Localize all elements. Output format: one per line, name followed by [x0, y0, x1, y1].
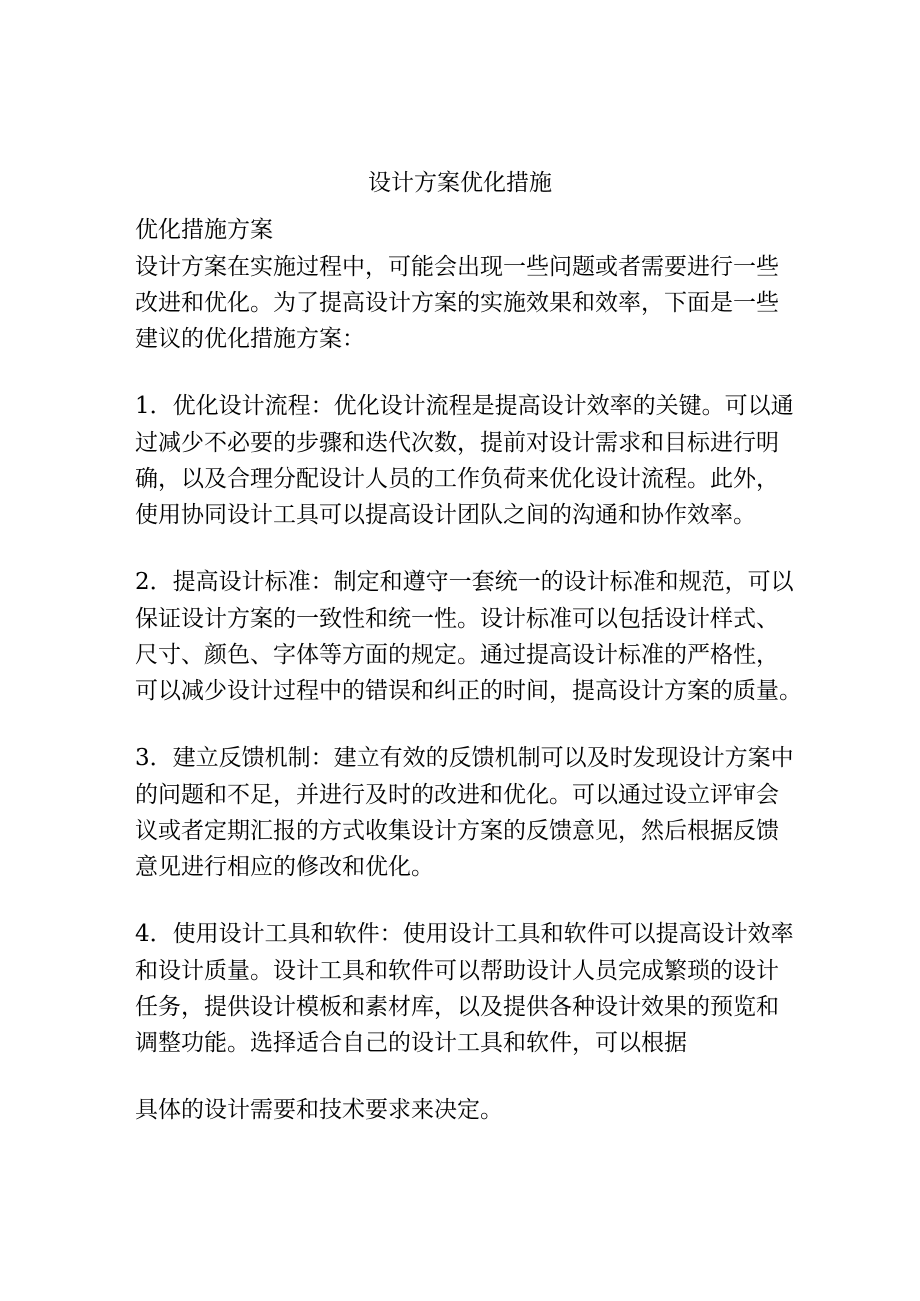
item-3-line-1: 3．建立反馈机制：建立有效的反馈机制可以及时发现设计方案中: [135, 745, 794, 771]
document-title: 设计方案优化措施: [368, 170, 552, 196]
item-1-line-1: 1．优化设计流程：优化设计流程是提高设计效率的关键。可以通: [135, 393, 794, 419]
section-heading: 优化措施方案: [135, 217, 273, 243]
item-2-line-2: 保证设计方案的一致性和统一性。设计标准可以包括设计样式、: [135, 606, 779, 632]
item-2-line-1: 2．提高设计标准：制定和遵守一套统一的设计标准和规范，可以: [135, 569, 794, 595]
item-4-line-1: 4．使用设计工具和软件：使用设计工具和软件可以提高设计效率: [135, 921, 794, 947]
intro-line-2: 改进和优化。为了提高设计方案的实施效果和效率，下面是一些: [135, 290, 779, 316]
item-4-line-4: 调整功能。选择适合自己的设计工具和软件，可以根据: [135, 1030, 687, 1056]
item-1-line-2: 过减少不必要的步骤和迭代次数，提前对设计需求和目标进行明: [135, 430, 779, 456]
intro-line-1: 设计方案在实施过程中，可能会出现一些问题或者需要进行一些: [135, 254, 779, 280]
item-3-line-3: 议或者定期汇报的方式收集设计方案的反馈意见，然后根据反馈: [135, 818, 779, 844]
item-1-line-4: 使用协同设计工具可以提高设计团队之间的沟通和协作效率。: [135, 502, 756, 528]
item-3-line-2: 的问题和不足，并进行及时的改进和优化。可以通过设立评审会: [135, 782, 779, 808]
item-1-line-3: 确，以及合理分配设计人员的工作负荷来优化设计流程。此外，: [135, 466, 779, 492]
item-2-line-3: 尺寸、颜色、字体等方面的规定。通过提高设计标准的严格性，: [135, 642, 779, 668]
item-4-line-3: 任务，提供设计模板和素材库，以及提供各种设计效果的预览和: [135, 994, 779, 1020]
closing-line: 具体的设计需要和技术要求来决定。: [135, 1097, 503, 1123]
item-4-line-2: 和设计质量。设计工具和软件可以帮助设计人员完成繁琐的设计: [135, 958, 779, 984]
intro-line-3: 建议的优化措施方案：: [135, 326, 365, 352]
item-2-line-4: 可以减少设计过程中的错误和纠正的时间，提高设计方案的质量。: [135, 678, 802, 704]
item-3-line-4: 意见进行相应的修改和优化。: [135, 854, 434, 880]
